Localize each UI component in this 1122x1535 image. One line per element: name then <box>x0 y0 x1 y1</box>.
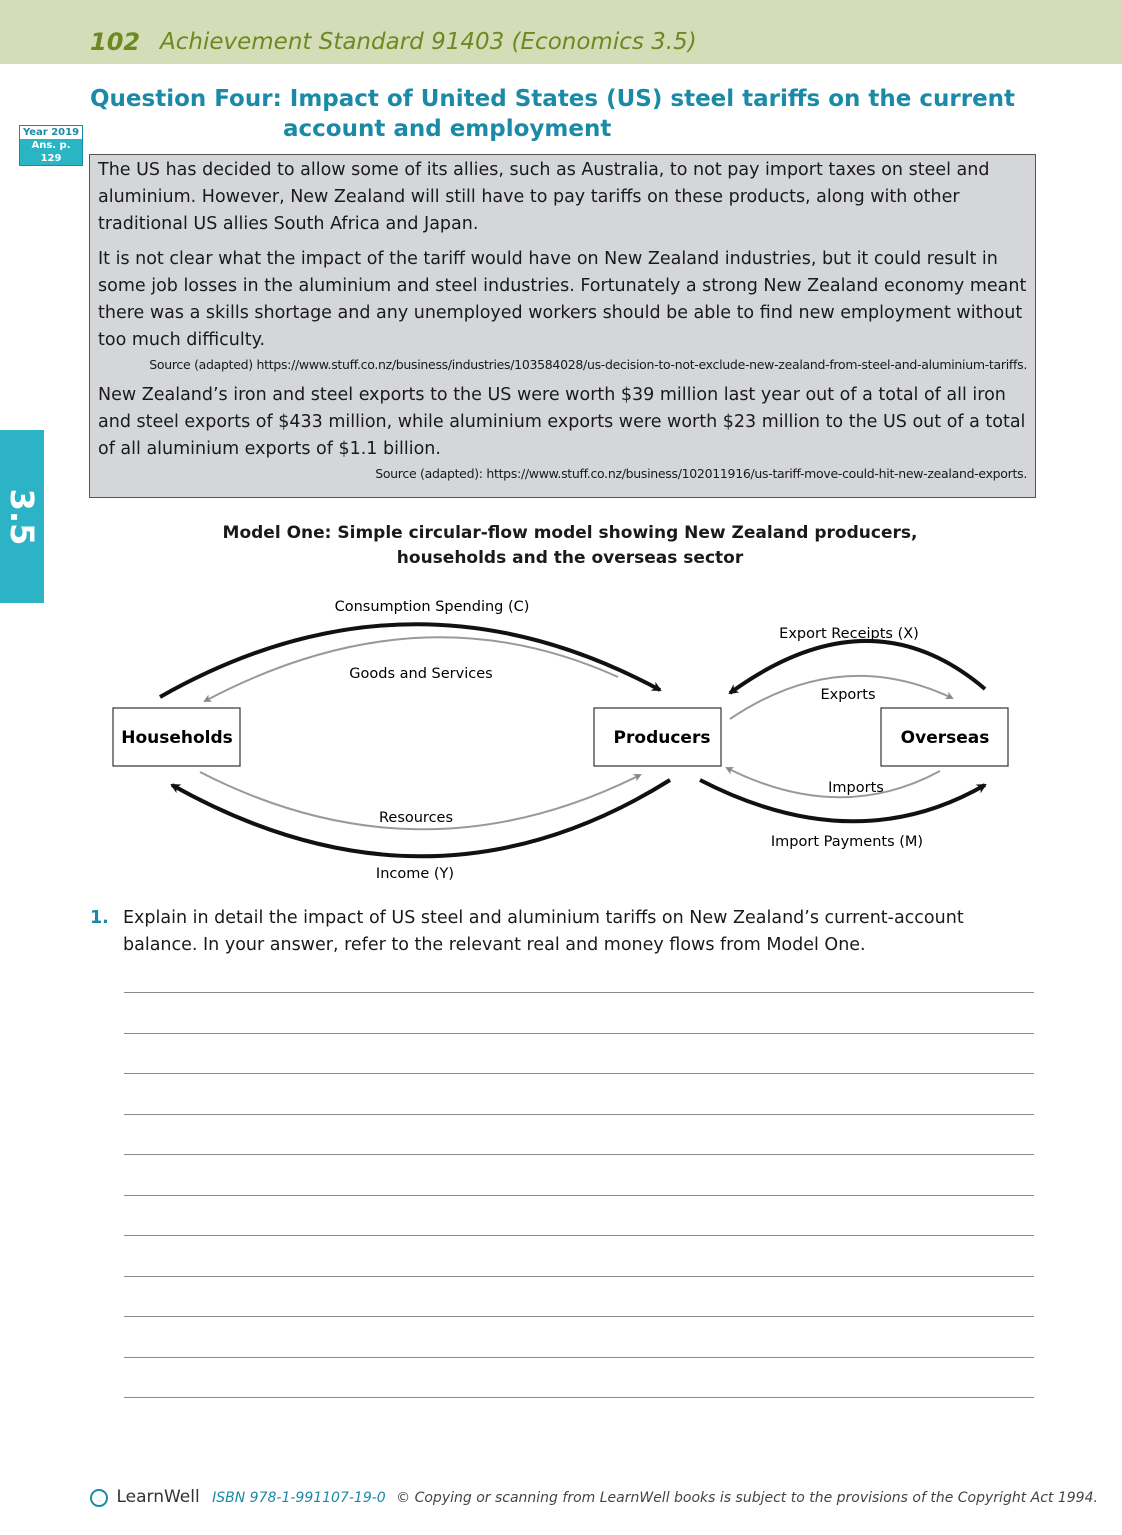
answer-line[interactable] <box>124 1195 1034 1235</box>
resource-paragraph-2: It is not clear what the impact of the tariff would have on New Zealand industries, but it could result in some job losses in the aluminium and steel industries. Fortunately a strong New Zealand economy meant there was a skills shortage and any unemployed workers should be able to find new employment without too much difficulty. <box>98 249 1027 350</box>
producers-label: Producers <box>613 728 711 748</box>
resource-paragraph-3: New Zealand’s iron and steel exports to the US were worth $39 million last year out of a total of all iron and steel exports of $433 million, while aluminium exports were worth $23 million to the US out of a total of all aluminium exports of $1.1 billion. <box>98 385 1026 459</box>
export-receipts-label: Export Receipts (X) <box>779 626 919 642</box>
answer-line[interactable] <box>124 1357 1034 1397</box>
answer-line[interactable] <box>124 1073 1034 1113</box>
export-receipts-arrow <box>730 641 985 693</box>
answer-lines <box>124 992 1034 1438</box>
resource-paragraph-1: The US has decided to allow some of its allies, such as Australia, to not pay import taxes on steel and aluminium. However, New Zealand will still have to pay tariffs on these products, along with other traditional US allies South Africa and Japan. <box>98 160 990 234</box>
answer-line[interactable] <box>124 1397 1034 1437</box>
imports-label: Imports <box>828 780 884 796</box>
answer-line[interactable] <box>124 1033 1034 1073</box>
resource-box <box>89 154 1036 498</box>
goods-label: Goods and Services <box>349 666 493 682</box>
question-title-line1: Question Four: Impact of United States (US) steel tariffs on the current <box>90 86 1016 112</box>
exports-label: Exports <box>820 687 876 703</box>
source-citation-2: Source (adapted): https://www.stuff.co.nz/business/102011916/us-tariff-move-could-hit-new-zealand-exports. <box>375 466 1027 481</box>
model-title-line1: Model One: Simple circular-flow model showing New Zealand producers, <box>222 523 918 543</box>
answer-line[interactable] <box>124 1276 1034 1316</box>
answer-line[interactable] <box>124 1235 1034 1275</box>
import-payments-label: Import Payments (M) <box>770 834 924 850</box>
resources-label: Resources <box>378 810 454 826</box>
income-label: Income (Y) <box>375 866 455 882</box>
answer-line[interactable] <box>124 1154 1034 1194</box>
overseas-label: Overseas <box>900 728 990 748</box>
footer-copyright: © Copying or scanning from LearnWell books is subject to the provisions of the Copyright Act 1994. <box>396 1490 1098 1506</box>
question-title-line2: account and employment <box>283 116 612 142</box>
circular-flow-diagram <box>90 585 1030 890</box>
households-label: Households <box>121 728 233 748</box>
section-tab <box>0 430 44 603</box>
answer-line[interactable] <box>124 1316 1034 1356</box>
footer-isbn: ISBN 978-1-991107-19-0 <box>212 1490 386 1506</box>
header-title: Achievement Standard 91403 (Economics 3.5) <box>160 29 697 55</box>
answer-ref: Ans. p. 129 <box>20 139 82 165</box>
model-title <box>180 521 960 571</box>
task-question <box>90 905 1030 959</box>
source-citation-1: Source (adapted) https://www.stuff.co.nz/business/industries/103584028/us-decision-to-not-exclude-new-zealand-from-steel-and-aluminium-tariffs. <box>149 357 1027 372</box>
consumption-label: Consumption Spending (C) <box>334 599 530 615</box>
answer-line[interactable] <box>124 992 1034 1032</box>
learnwell-logo-icon <box>90 1489 108 1507</box>
answer-line[interactable] <box>124 1114 1034 1154</box>
footer <box>90 1487 1098 1507</box>
task-text: Explain in detail the impact of US steel and aluminium tariffs on New Zealand’s current-account balance. In your answer, refer to the relevant real and money flows from Model One. <box>123 908 964 955</box>
page-number: 102 <box>90 28 141 56</box>
year-label: Year 2019 <box>22 127 80 138</box>
year-tag <box>19 125 83 166</box>
footer-brand: LearnWell <box>116 1487 200 1507</box>
task-number: 1. <box>90 908 109 928</box>
model-title-line2: households and the overseas sector <box>396 548 744 568</box>
section-tab-label: 3.5 <box>3 488 41 545</box>
question-title <box>90 84 1015 144</box>
